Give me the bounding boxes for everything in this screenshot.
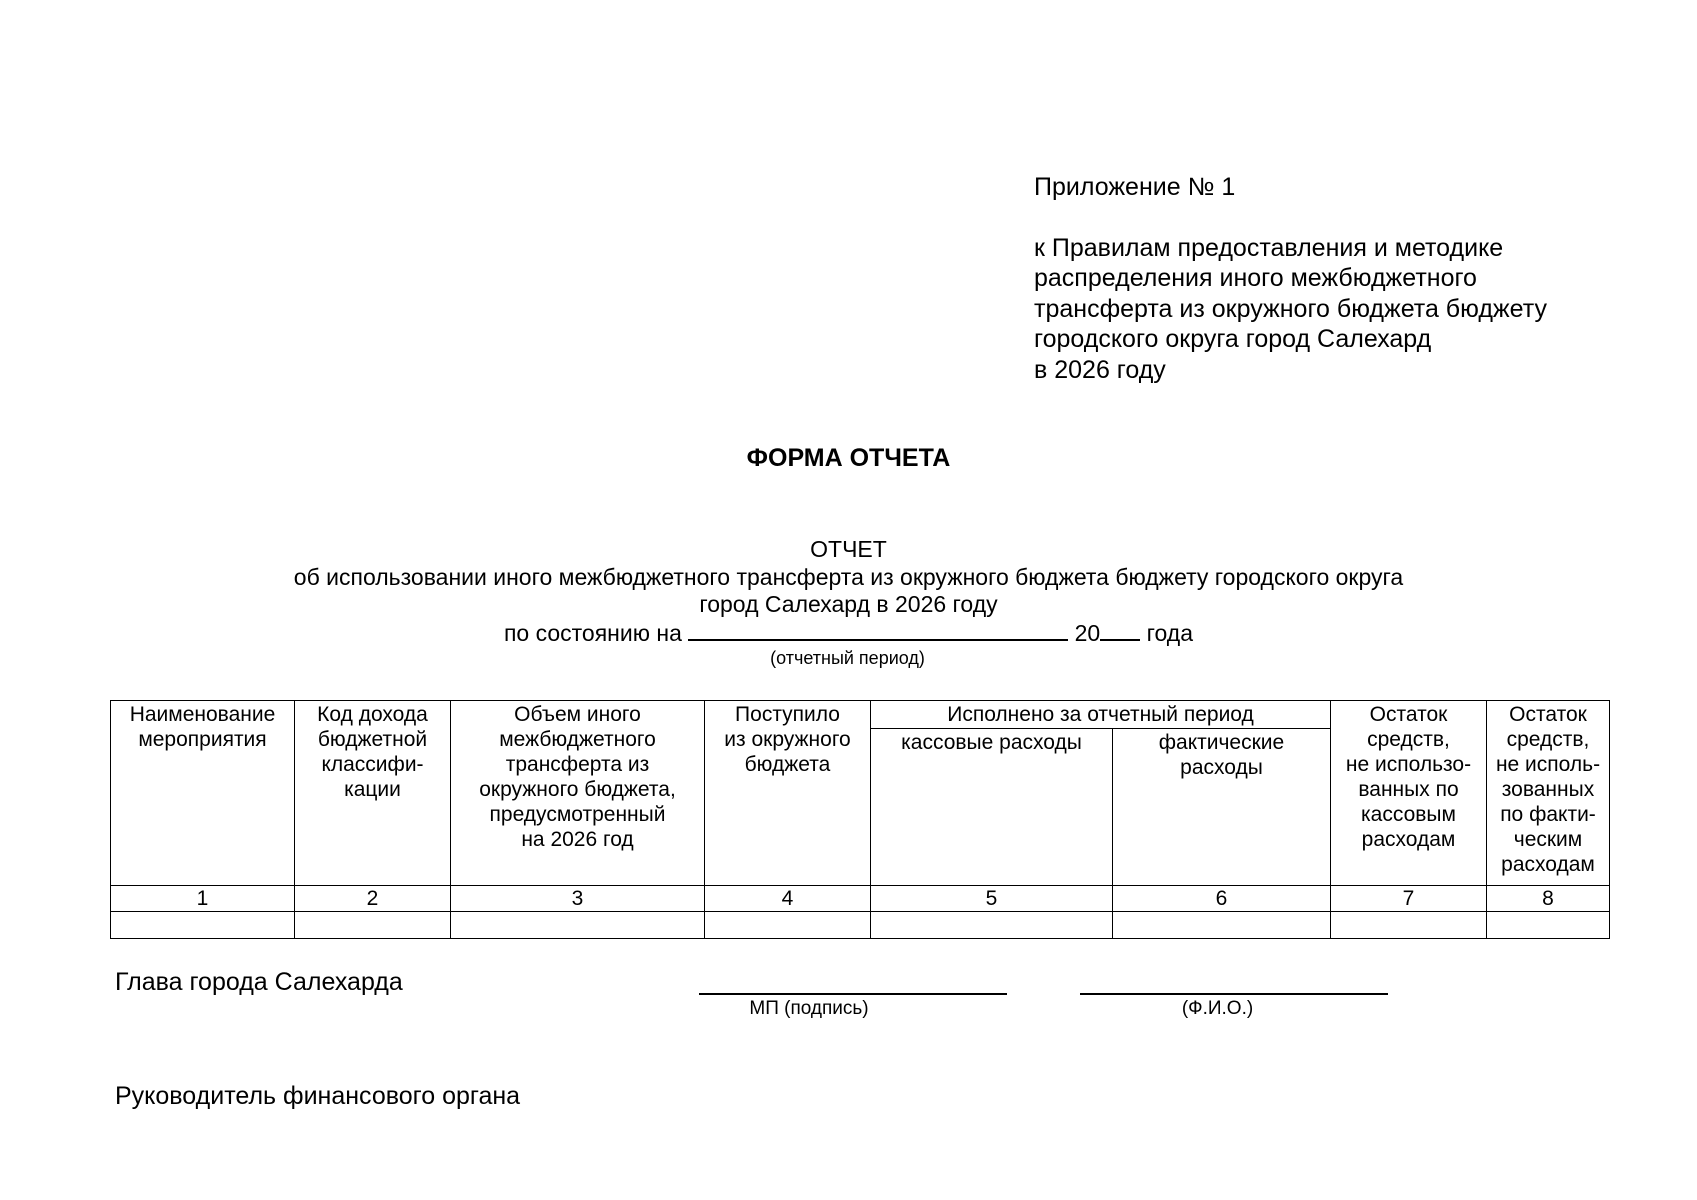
- report-date-line: [0, 619, 1697, 648]
- number-cell: 8: [1487, 886, 1610, 912]
- signature-caption: МП (подпись): [749, 998, 869, 1019]
- data-cell[interactable]: [705, 912, 871, 939]
- report-subtitle: город Салехард в 2026 году: [699, 591, 998, 617]
- number-cell: 6: [1113, 886, 1331, 912]
- number-cell: 4: [705, 886, 871, 912]
- data-cell[interactable]: [1113, 912, 1331, 939]
- header-cell: фактические расходы: [1113, 729, 1331, 886]
- year-suffix: года: [1146, 619, 1194, 646]
- header-cell: Код дохода бюджетной классифи- кации: [295, 701, 451, 886]
- number-cell: 1: [111, 886, 295, 912]
- year-prefix: 20: [1074, 619, 1101, 646]
- appendix-line: городского округа город Салехард: [1034, 325, 1432, 353]
- header-cell: Остаток средств, не использо- ванных по кассовым расходам: [1331, 701, 1487, 886]
- report-header: [0, 536, 1697, 647]
- report-table: [110, 700, 1610, 939]
- number-cell: 2: [295, 886, 451, 912]
- appendix-number: Приложение № 1: [1034, 173, 1236, 201]
- as-of-label: по состоянию на: [503, 619, 682, 646]
- header-group-cell: Исполнено за отчетный период: [871, 701, 1331, 729]
- head-of-city-label: Глава города Салехарда: [115, 968, 403, 996]
- header-cell: Поступило из окружного бюджета: [705, 701, 871, 886]
- data-cell[interactable]: [1487, 912, 1610, 939]
- form-title: ФОРМА ОТЧЕТА: [746, 444, 951, 472]
- table-number-row: [111, 886, 1610, 912]
- appendix-line: трансферта из окружного бюджета бюджету: [1034, 294, 1547, 323]
- data-cell[interactable]: [295, 912, 451, 939]
- period-hint-text: (отчетный период): [770, 648, 925, 668]
- table-header-row: [111, 701, 1610, 729]
- header-cell: Наименование мероприятия: [111, 701, 295, 886]
- period-blank[interactable]: [688, 619, 1068, 641]
- data-cell[interactable]: [451, 912, 705, 939]
- header-cell: Объем иного межбюджетного трансферта из окружного бюджета, предусмотренный на 2026 год: [451, 701, 705, 886]
- appendix-line: распределения иного межбюджетного: [1034, 264, 1477, 292]
- number-cell: 3: [451, 886, 705, 912]
- signature-line[interactable]: [699, 993, 1007, 995]
- name-caption: (Ф.И.О.): [1181, 998, 1254, 1019]
- year-blank[interactable]: [1100, 619, 1140, 641]
- report-subtitle: об использовании иного межбюджетного трансферта из окружного бюджета бюджету городского округа: [293, 563, 1404, 590]
- appendix-line: в 2026 году: [1034, 355, 1166, 384]
- table-row: [111, 912, 1610, 939]
- data-cell[interactable]: [111, 912, 295, 939]
- period-hint: [0, 648, 1697, 669]
- report-title: ОТЧЕТ: [810, 536, 887, 562]
- appendix-line: к Правилам предоставления и методике: [1034, 233, 1504, 262]
- data-cell[interactable]: [871, 912, 1113, 939]
- finance-head-label: Руководитель финансового органа: [115, 1082, 521, 1110]
- number-cell: 7: [1331, 886, 1487, 912]
- name-line[interactable]: [1080, 993, 1388, 995]
- header-cell: Остаток средств, не исполь- зованных по факти- ческим расходам: [1487, 701, 1610, 886]
- appendix-block: [1034, 172, 1634, 385]
- data-cell[interactable]: [1331, 912, 1487, 939]
- number-cell: 5: [871, 886, 1113, 912]
- header-cell: кассовые расходы: [871, 729, 1113, 886]
